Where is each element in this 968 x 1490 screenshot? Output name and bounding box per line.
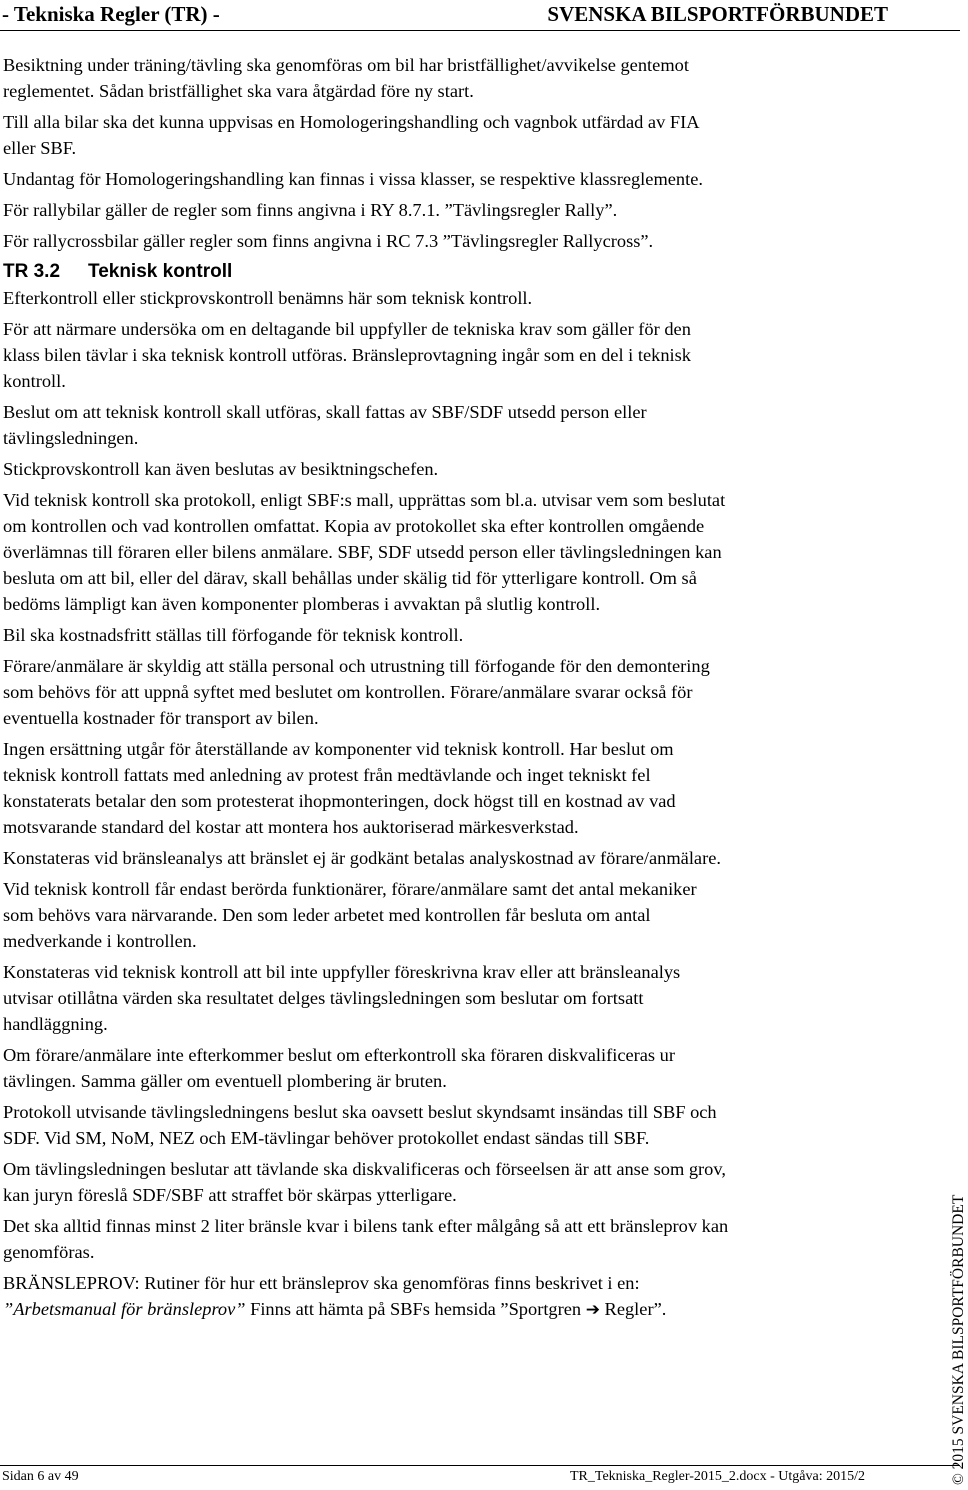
paragraph (3, 399, 893, 451)
text-line: Det ska alltid finnas minst 2 liter bränsle kvar i bilens tank efter målgång så att ett bränsleprov kan (3, 1216, 729, 1236)
paragraph (3, 736, 893, 840)
paragraph: Konstateras vid bränsleanalys att bränslet ej är godkänt betalas analyskostnad av förare/anmälare. (3, 848, 721, 868)
text-span: Regler”. (599, 1299, 667, 1319)
text-line: överlämnas till föraren eller bilens anmälare. SBF, SDF utsedd person eller tävlingsledningen kan (3, 542, 722, 562)
paragraph (3, 876, 893, 954)
text-line: om kontrollen och vad kontrollen omfattat. Kopia av protokollet ska efter kontrollen omgående (3, 516, 705, 536)
text-line: Beslut om att teknisk kontroll skall utföras, skall fattas av SBF/SDF utsedd person eller (3, 402, 647, 422)
text-line (3, 1296, 893, 1323)
paragraph: Undantag för Homologeringshandling kan finnas i vissa klasser, se respektive klassreglemente. (3, 169, 703, 189)
paragraph (3, 316, 893, 394)
header-left-title: - Tekniska Regler (TR) - (2, 2, 220, 26)
copyright-side-text: © 2015 SVENSKA BILSPORTFÖRBUNDET (950, 1194, 967, 1485)
text-line: Vid teknisk kontroll ska protokoll, enligt SBF:s mall, upprättas som bl.a. utvisar vem som beslutat (3, 490, 726, 510)
text-line: Konstateras vid teknisk kontroll att bil inte uppfyller föreskrivna krav eller att bränsleanalys (3, 962, 681, 982)
page-footer (0, 1465, 960, 1490)
text-line: motsvarande standard del kostar att montera hos auktoriserad märkesverkstad. (3, 817, 579, 837)
document-filename: TR_Tekniska_Regler-2015_2.docx - Utgåva: 2015/2 (569, 1469, 865, 1484)
text-line: genomföras. (3, 1242, 95, 1262)
text-span: Finns att hämta på SBFs hemsida ”Sportgren (245, 1299, 586, 1319)
paragraph: Bil ska kostnadsfritt ställas till förfogande för teknisk kontroll. (3, 625, 464, 645)
paragraph (3, 653, 893, 731)
text-line: som behövs för att uppnå syftet med beslutet om kontrollen. Förare/anmälare svarar också för (3, 682, 693, 702)
text-line: kontroll. (3, 371, 66, 391)
text-line: tävlingsledningen. (3, 428, 139, 448)
text-line: SDF. Vid SM, NoM, NEZ och EM-tävlingar behöver protokollet endast sändas till SBF. (3, 1128, 650, 1148)
paragraph: För rallycrossbilar gäller regler som finns angivna i RC 7.3 ”Tävlingsregler Rallycross”. (3, 231, 654, 251)
paragraph (3, 109, 893, 161)
page-header (0, 0, 960, 31)
section-number: TR 3.2 (3, 261, 61, 282)
text-line: utvisar otillåtna värden ska resultatet delges tävlingsledningen som beslutar om fortsatt (3, 988, 644, 1008)
paragraph: För rallybilar gäller de regler som finns angivna i RY 8.7.1. ”Tävlingsregler Rally”. (3, 200, 618, 220)
document-body (3, 52, 893, 1328)
page-number: Sidan 6 av 49 (2, 1469, 79, 1484)
header-right-title: SVENSKA BILSPORTFÖRBUNDET (547, 2, 888, 26)
text-line: som behövs vara närvarande. Den som leder arbetet med kontrollen får besluta om antal (3, 905, 651, 925)
text-line: Ingen ersättning utgår för återställande av komponenter vid teknisk kontroll. Har beslut om (3, 739, 674, 759)
paragraph (3, 1042, 893, 1094)
text-line: eventuella kostnader för transport av bilen. (3, 708, 319, 728)
text-line: konstaterats betalar den som protesterat ihopmonteringen, dock högst till en kostnad av vad (3, 791, 676, 811)
paragraph (3, 1099, 893, 1151)
section-title: Teknisk kontroll (88, 261, 233, 282)
text-line: BRÄNSLEPROV: Rutiner för hur ett bränsleprov ska genomföras finns beskrivet i en: (3, 1273, 640, 1293)
text-line: medverkande i kontrollen. (3, 931, 197, 951)
paragraph (3, 487, 893, 617)
paragraph: Efterkontroll eller stickprovskontroll benämns här som teknisk kontroll. (3, 288, 533, 308)
text-line: Förare/anmälare är skyldig att ställa personal och utrustning till förfogande för den demontering (3, 656, 710, 676)
text-line: Protokoll utvisande tävlingsledningens beslut ska oavsett beslut skyndsamt insändas till SBF och (3, 1102, 717, 1122)
paragraph (3, 1156, 893, 1208)
paragraph: Stickprovskontroll kan även beslutas av besiktningschefen. (3, 459, 439, 479)
manual-title: ”Arbetsmanual för bränsleprov” (3, 1299, 246, 1319)
text-line: Om förare/anmälare inte efterkommer beslut om efterkontroll ska föraren diskvalificeras ur (3, 1045, 676, 1065)
section-heading (3, 260, 893, 284)
paragraph (3, 52, 893, 104)
paragraph (3, 1213, 893, 1265)
paragraph (3, 1270, 893, 1323)
text-line: bedöms lämpligt kan även komponenter plomberas i avvaktan på slutlig kontroll. (3, 594, 601, 614)
text-line: Till alla bilar ska det kunna uppvisas en Homologeringshandling och vagnbok utfärdad av FIA (3, 112, 700, 132)
arrow-right-icon: ➔ (585, 1300, 600, 1320)
text-line: Besiktning under träning/tävling ska genomföras om bil har bristfällighet/avvikelse gentemot (3, 55, 689, 75)
text-line: Om tävlingsledningen beslutar att tävlande ska diskvalificeras och förseelsen är att anse som grov, (3, 1159, 726, 1179)
text-line: handläggning. (3, 1014, 108, 1034)
text-line: klass bilen tävlar i ska teknisk kontroll utföras. Bränsleprovtagning ingår som en del i teknisk (3, 345, 691, 365)
paragraph (3, 959, 893, 1037)
text-line: eller SBF. (3, 138, 77, 158)
text-line: reglementet. Sådan bristfällighet ska vara åtgärdad före ny start. (3, 81, 474, 101)
text-line: teknisk kontroll fattats med anledning av protest från medtävlande och inget tekniskt fel (3, 765, 651, 785)
text-line: besluta om att bil, eller del därav, skall behållas under skälig tid för ytterligare kontroll. Om så (3, 568, 697, 588)
text-line: tävlingen. Samma gäller om eventuell plombering är bruten. (3, 1071, 447, 1091)
text-line: Vid teknisk kontroll får endast berörda funktionärer, förare/anmälare samt det antal mekaniker (3, 879, 697, 899)
text-line: kan juryn föreslå SDF/SBF att straffet bör skärpas ytterligare. (3, 1185, 457, 1205)
text-line: För att närmare undersöka om en deltagande bil uppfyller de tekniska krav som gäller för den (3, 319, 691, 339)
